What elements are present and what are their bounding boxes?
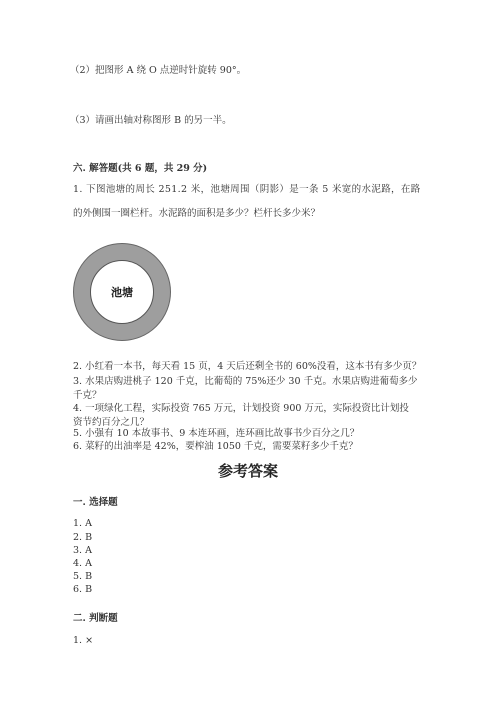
answers-section-judge-heading: 二. 判断题 xyxy=(73,613,118,624)
pond-label: 池塘 xyxy=(90,260,154,324)
answers-title: 参考答案 xyxy=(218,462,279,480)
problem-6: 6. 菜籽的出油率是 42%，要榨油 1050 千克，需要菜籽多少千克？ xyxy=(73,441,358,452)
answer-item: 6. B xyxy=(73,584,93,595)
problem-1-line-2: 的外侧围一圈栏杆。水泥路的面积是多少？栏杆长多少米？ xyxy=(73,208,321,219)
problem-4-line-2: 资节约百分之几？ xyxy=(73,417,150,428)
pond-diagram xyxy=(73,243,171,341)
answer-item: 1. A xyxy=(73,518,92,529)
problem-4-line-1: 4. 一项绿化工程，实际投资 765 万元，计划投资 900 万元，实际投资比计划投 xyxy=(73,403,409,414)
question-symmetric-figure-b: （3）请画出轴对称图形 B 的另一半。 xyxy=(70,115,232,126)
answer-item: 4. A xyxy=(73,558,92,569)
answer-item: 2. B xyxy=(73,532,93,543)
answers-section-choice-heading: 一. 选择题 xyxy=(73,497,118,508)
problem-1-line-1: 1. 下图池塘的周长 251.2 米，池塘周围（阴影）是一条 5 米宽的水泥路，在路 xyxy=(73,184,421,195)
problem-2: 2. 小红看一本书，每天看 15 页，4 天后还剩全书的 60%没看，这本书有多少页？ xyxy=(73,361,422,372)
answer-item: 1. × xyxy=(73,635,94,646)
problem-5: 5. 小强有 10 本故事书、9 本连环画，连环画比故事书少百分之几？ xyxy=(73,428,360,439)
question-rotate-figure-a: （2）把图形 A 绕 O 点逆时针旋转 90°。 xyxy=(70,65,247,76)
problem-3-line-1: 3. 水果店购进桃子 120 千克，比葡萄的 75%还少 30 千克。水果店购进葡萄多少 xyxy=(73,376,418,387)
answer-item: 5. B xyxy=(73,571,93,582)
section-heading-solve: 六. 解答题(共 6 题，共 29 分) xyxy=(73,163,208,174)
concrete-path-ring xyxy=(73,243,171,341)
problem-3-line-2: 千克？ xyxy=(73,390,102,401)
answer-item: 3. A xyxy=(73,545,92,556)
